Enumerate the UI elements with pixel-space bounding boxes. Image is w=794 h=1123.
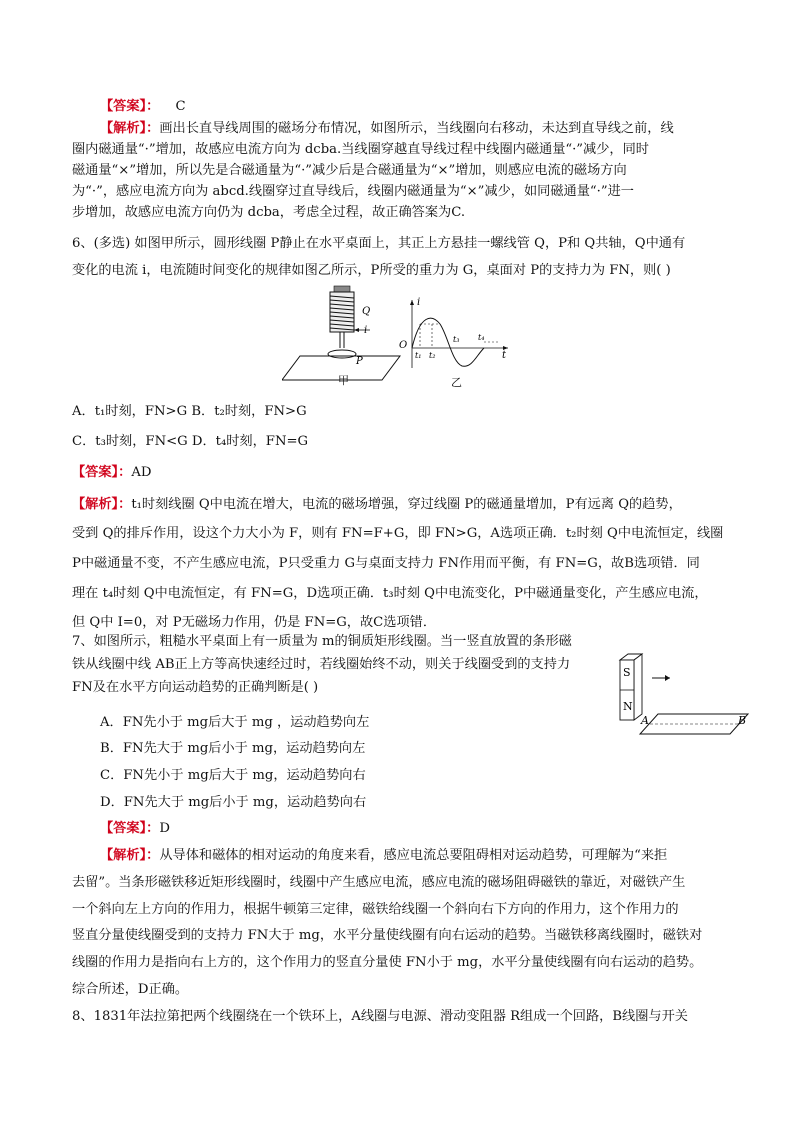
analysis-line-q7-2: 去留”。当条形磁铁移近矩形线圈时，线圈中产生感应电流，感应电流的磁场阻碍磁铁的靠近，对磁铁产生 <box>72 875 686 890</box>
answer-line-q5 <box>100 98 760 116</box>
analysis-text: 从导体和磁体的相对运动的角度来看，感应电流总要阻碍相对运动趋势，可理解为“来拒 <box>159 848 668 863</box>
label-t4: t₄ <box>478 333 485 342</box>
analysis-line-q5-4: 为“·”，感应电流方向为 abcd.线圈穿过直导线后，线圈内磁通量为“×”减少，如同磁通量“·”进一 <box>72 184 634 199</box>
answer-line-q6 <box>72 464 732 482</box>
analysis-line-q6-2: 受到 Q的排斥作用，设这个力大小为 F，则有 FN=F+G，即 FN>G，A选项正确．t₂时刻 Q中电流恒定，线圈 <box>72 526 724 541</box>
label-t2: t₂ <box>429 351 436 360</box>
q8-stem: 8、1831年法拉第把两个线圈绕在一个铁环上，A线圈与电源、滑动变阻器 R组成一个回路，B线圈与开关 <box>72 1009 688 1024</box>
analysis-label: 【解析】： <box>100 121 160 136</box>
q7-option-a: A．FN先小于 mg后大于 mg ，运动趋势向左 <box>100 715 370 730</box>
analysis-line-q5-3: 磁通量“×”增加，所以先是合磁通量为“·”减少后是合磁通量为“×”增加，则感应电流的磁场方向 <box>72 163 627 178</box>
label-t1: t₁ <box>415 351 422 360</box>
label-t-axis: t <box>502 350 507 361</box>
answer-line-q7 <box>100 820 760 838</box>
q7-stem-2: 铁从线圈中线 AB正上方等高快速经过时，若线圈始终不动，则关于线圈受到的支持力 <box>72 657 571 672</box>
answer-value: D <box>159 821 170 836</box>
analysis-line-q7-4: 竖直分量使线圈受到的支持力 FN大于 mg，水平分量使线圈有向右运动的趋势。当磁铁移离线圈时，磁铁对 <box>72 928 703 943</box>
label-i-axis: i <box>417 297 421 308</box>
analysis-text: 画出长直导线周围的磁场分布情况，如图所示，当线圈向右移动，未达到直导线之前，线 <box>159 121 674 136</box>
analysis-line-q7-1 <box>100 847 740 865</box>
q6-options-row2: C．t₃时刻，FN<G D．t₄时刻，FN=G <box>72 434 309 449</box>
label-N: N <box>623 700 633 713</box>
q7-option-c: C．FN先小于 mg后大于 mg，运动趋势向右 <box>100 768 366 783</box>
figure-solenoid-coil <box>282 284 412 384</box>
label-O: O <box>399 340 408 351</box>
label-A: A <box>641 714 649 727</box>
analysis-line-q7-5: 线圈的作用力是指向右上方的，这个作用力的竖直分量使 FN小于 mg，水平分量使线圈有向右运动的趋势。 <box>72 955 703 970</box>
label-S: S <box>623 666 631 679</box>
figure-magnet-coil <box>612 652 752 748</box>
answer-label: 【答案】： <box>100 99 160 114</box>
analysis-line-q6-3: P中磁通量不变，不产生感应电流，P只受重力 G与桌面支持力 FN作用而平衡，有 FN=G，故B选项错．同 <box>72 556 700 571</box>
q7-option-b: B．FN先大于 mg后小于 mg，运动趋势向左 <box>100 741 366 756</box>
analysis-line-q5-1 <box>100 120 740 138</box>
q7-option-d: D．FN先大于 mg后小于 mg，运动趋势向右 <box>100 795 367 810</box>
label-Q: Q <box>362 306 371 317</box>
label-t3: t₃ <box>453 335 460 344</box>
label-B: B <box>738 714 747 727</box>
analysis-line-q6-4: 理在 t₄时刻 Q中电流恒定，有 FN=G，D选项正确．t₃时刻 Q中电流变化，P中磁通量变化，产生感应电流， <box>72 586 708 601</box>
q6-options-row1: A．t₁时刻，FN>G B．t₂时刻，FN>G <box>72 404 307 419</box>
answer-value: AD <box>131 465 152 480</box>
answer-label: 【答案】： <box>72 465 132 480</box>
analysis-line-q7-3: 一个斜向左上方向的作用力，根据牛顿第三定律，磁铁给线圈一个斜向右下方向的作用力，这个作用力的 <box>72 902 679 917</box>
analysis-text: t₁时刻线圈 Q中电流在增大，电流的磁场增强，穿过线圈 P的磁通量增加，P有远离 Q的趋势， <box>131 497 682 512</box>
label-i: i <box>364 325 368 336</box>
analysis-line-q5-2: 圈内磁通量“·”增加，故感应电流方向为 dcba.当线圈穿越直导线过程中线圈内磁通量“·”减少，同时 <box>72 142 649 157</box>
q7-stem-1: 7、如图所示，粗糙水平桌面上有一质量为 m的铜质矩形线圈。当一竖直放置的条形磁 <box>72 634 572 649</box>
fig-jia-caption: 甲 <box>338 374 349 387</box>
analysis-label: 【解析】： <box>100 848 160 863</box>
analysis-line-q7-6: 综合所述，D正确。 <box>72 982 189 997</box>
analysis-label: 【解析】： <box>72 497 132 512</box>
answer-label: 【答案】： <box>100 821 160 836</box>
analysis-line-q6-1 <box>72 496 732 514</box>
q6-stem-2: 变化的电流 i，电流随时间变化的规律如图乙所示，P所受的重力为 G，桌面对 P的支持力为 FN，则( ) <box>72 263 671 278</box>
analysis-line-q5-5: 步增加，故感应电流方向仍为 dcba，考虑全过程，故正确答案为C. <box>72 205 466 220</box>
fig-yi-caption: 乙 <box>451 376 462 389</box>
figure-current-graph <box>396 296 512 372</box>
label-P: P <box>356 356 363 367</box>
q7-stem-3: FN及在水平方向运动趋势的正确判断是( ) <box>72 680 319 695</box>
analysis-line-q6-5: 但 Q中 I=0，对 P无磁场力作用，仍是 FN=G，故C选项错． <box>72 615 437 630</box>
answer-value: C <box>175 99 186 114</box>
q6-stem-1: 6、(多选) 如图甲所示，圆形线圈 P静止在水平桌面上，其正上方悬挂一螺线管 Q，P和 Q共轴，Q中通有 <box>72 236 686 251</box>
